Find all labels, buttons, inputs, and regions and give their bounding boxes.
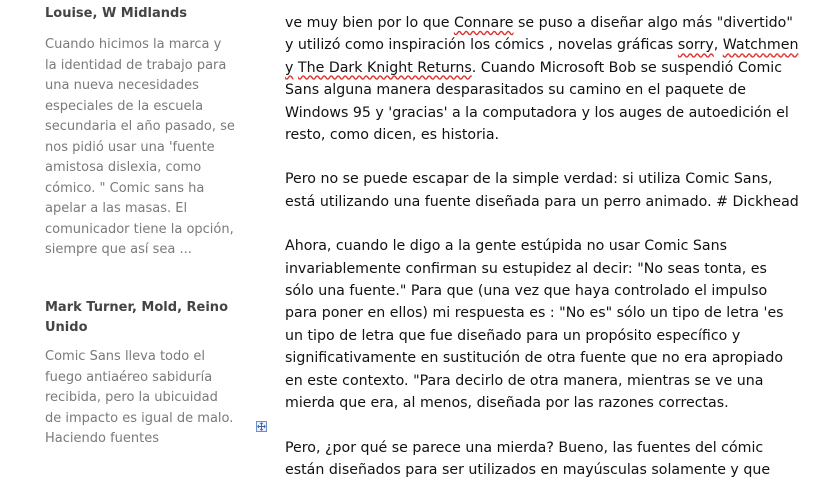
comment-author: Louise, W Midlands [45, 6, 188, 21]
comment-text: Cuando hicimos la marca y la identidad de trabajo para una nueva necesidades especiales de la escuela secundaria el año pasado, se nos pidió usar una 'fuente amistosa dislexia, como cómico. " Comic sans ha apelar a las masas. El comunicador tiene la opción, siempre que así sea ... [45, 37, 235, 257]
article-paragraph: Ahora, cuando le digo a la gente estúpida no usar Comic Sans invariablemente confirman su estupidez al decir: "No seas tonta, es sólo una fuente." Para que (una vez que haya controlado el impulso para poner en ellos) mi respuesta es : "No es" sólo un tipo de letra 'es un tipo de letra que fue diseñado para un propósito específico y significativamente en sustitución de otra fuente que no era apropiado en este contexto. "Para decirlo de otra manera, mientras se ve una mierda que era, al menos, diseñada por las razones correctas. [285, 238, 784, 412]
spellcheck-word[interactable]: y [285, 59, 294, 76]
spellcheck-word[interactable]: Connare [453, 15, 514, 31]
article-paragraph: Pero, ¿por qué se parece una mierda? Bueno, las fuentes del cómic están diseñados para ser utilizados en mayúsculas solamente y que [285, 439, 771, 478]
comments-sidebar [0, 0, 240, 465]
article-paragraph: Pero no se puede escapar de la simple verdad: si utiliza Comic Sans, está utilizando una fuente diseñada para un perro animado. # Dickhead [285, 171, 799, 210]
move-handle-icon[interactable] [256, 421, 267, 432]
comment-author: Mark Turner, Mold, Reino Unido [45, 300, 228, 335]
spellcheck-word[interactable]: Watchmen [722, 37, 799, 54]
article-paragraph: ve muy bien por lo que Connare se puso a diseñar algo más "divertido" y utilizó como inspiración los cómics , novelas gráficas sorry, Watchmen y The Dark Knight Returns. Cuando Microsoft Bob se suspendió Comic Sans alguna manera desparasitados su camino en el paquete de Windows 95 y 'gracias' a la computadora y los auges de autoedición el resto, como dicen, es historia. [285, 15, 799, 144]
spellcheck-word[interactable]: sorry [677, 37, 714, 54]
article-body [285, 12, 800, 503]
spellcheck-word[interactable]: The Dark Knight Returns [297, 59, 472, 76]
comment-text: Comic Sans lleva todo el fuego antiaéreo sabiduría recibida, pero la ubicuidad de impacto es igual de malo. Haciendo fuentes [45, 349, 234, 446]
